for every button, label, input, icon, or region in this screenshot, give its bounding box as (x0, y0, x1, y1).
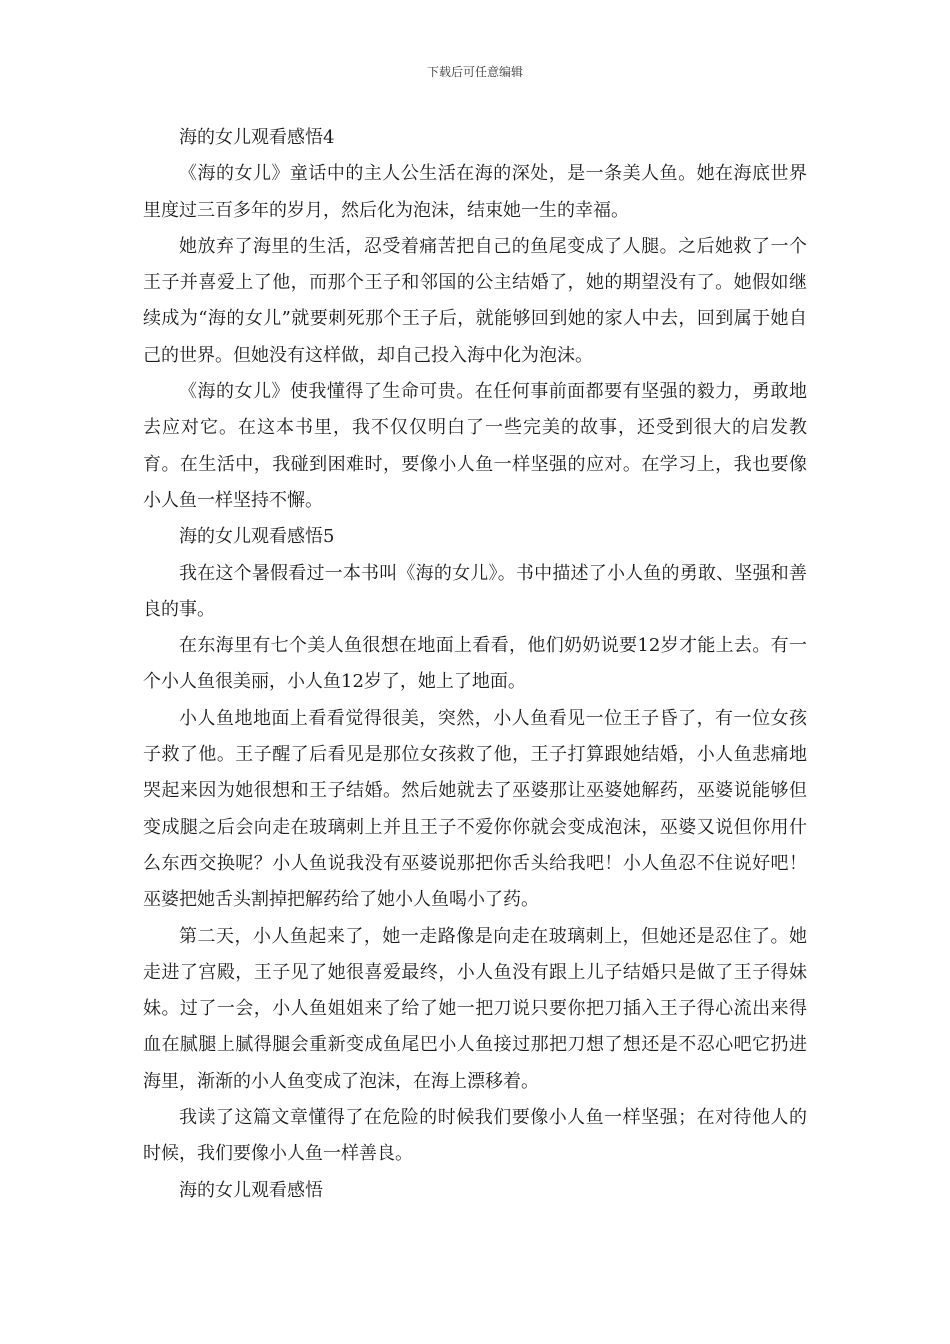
paragraph: 我读了这篇文章懂得了在危险的时候我们要像小人鱼一样坚强；在对待他人的时候，我们要像小人鱼一样善良。 (143, 1107, 807, 1165)
paragraph: 她放弃了海里的生活，忍受着痛苦把自己的鱼尾变成了人腿。之后她救了一个王子并喜爱上了他，而那个王子和邻国的公主结婚了，她的期望没有了。她假如继续成为“海的女儿”就要刺死那个王子后，就能够回到她的家人中去，回到属于她自己的世界。但她没有这样做，却自己投入海中化为泡沫。 (143, 235, 807, 366)
paragraph: 第二天，小人鱼起来了，她一走路像是向走在玻璃刺上，但她还是忍住了。她走进了宫殿，王子见了她很喜爱最终，小人鱼没有跟上儿子结婚只是做了王子得妹妹。过了一会，小人鱼姐姐来了给了她一把刀说只要你把刀插入王子得心流出来得血在腻腿上腻得腿会重新变成鱼尾巴小人鱼接过那把刀想了想还是不忍心吧它扔进海里，渐渐的小人鱼变成了泡沫，在海上漂移着。 (143, 925, 807, 1092)
page-header: 下载后可任意编辑 (426, 65, 523, 79)
document-body (143, 120, 807, 1209)
paragraph: 小人鱼地地面上看看觉得很美，突然，小人鱼看见一位王子昏了，有一位女孩子救了他。王子醒了后看见是那位女孩救了他，王子打算跟她结婚，小人鱼悲痛地哭起来因为她很想和王子结婚。然后她就去了巫婆那让巫婆她解药，巫婆说能够但变成腿之后会向走在玻璃刺上并且王子不爱你你就会变成泡沫，巫婆又说但你用什么东西交换呢？小人鱼说我没有巫婆说那把你舌头给我吧！小人鱼忍不住说好吧！巫婆把她舌头割掉把解药给了她小人鱼喝小了药。 (143, 707, 807, 911)
paragraph: 我在这个暑假看过一本书叫《海的女儿》。书中描述了小人鱼的勇敢、坚强和善良的事。 (143, 562, 807, 620)
section-heading-5: 海的女儿观看感悟5 (179, 526, 335, 548)
section-heading-4: 海的女儿观看感悟4 (179, 127, 335, 148)
paragraph: 《海的女儿》童话中的主人公生活在海的深处，是一条美人鱼。她在海底世界里度过三百多年的岁月，然后化为泡沫，结束她一生的幸福。 (143, 163, 807, 221)
paragraph: 《海的女儿》使我懂得了生命可贵。在任何事前面都要有坚强的毅力，勇敢地去应对它。在这本书里，我不仅仅明白了一些完美的故事，还受到很大的启发教育。在生活中，我碰到困难时，要像小人鱼一样坚强的应对。在学习上，我也要像小人鱼一样坚持不懈。 (143, 381, 807, 511)
paragraph: 在东海里有七个美人鱼很想在地面上看看，他们奶奶说要12岁才能上去。有一个小人鱼很美丽，小人鱼12岁了，她上了地面。 (143, 635, 807, 693)
section-heading: 海的女儿观看感悟 (179, 1179, 323, 1201)
